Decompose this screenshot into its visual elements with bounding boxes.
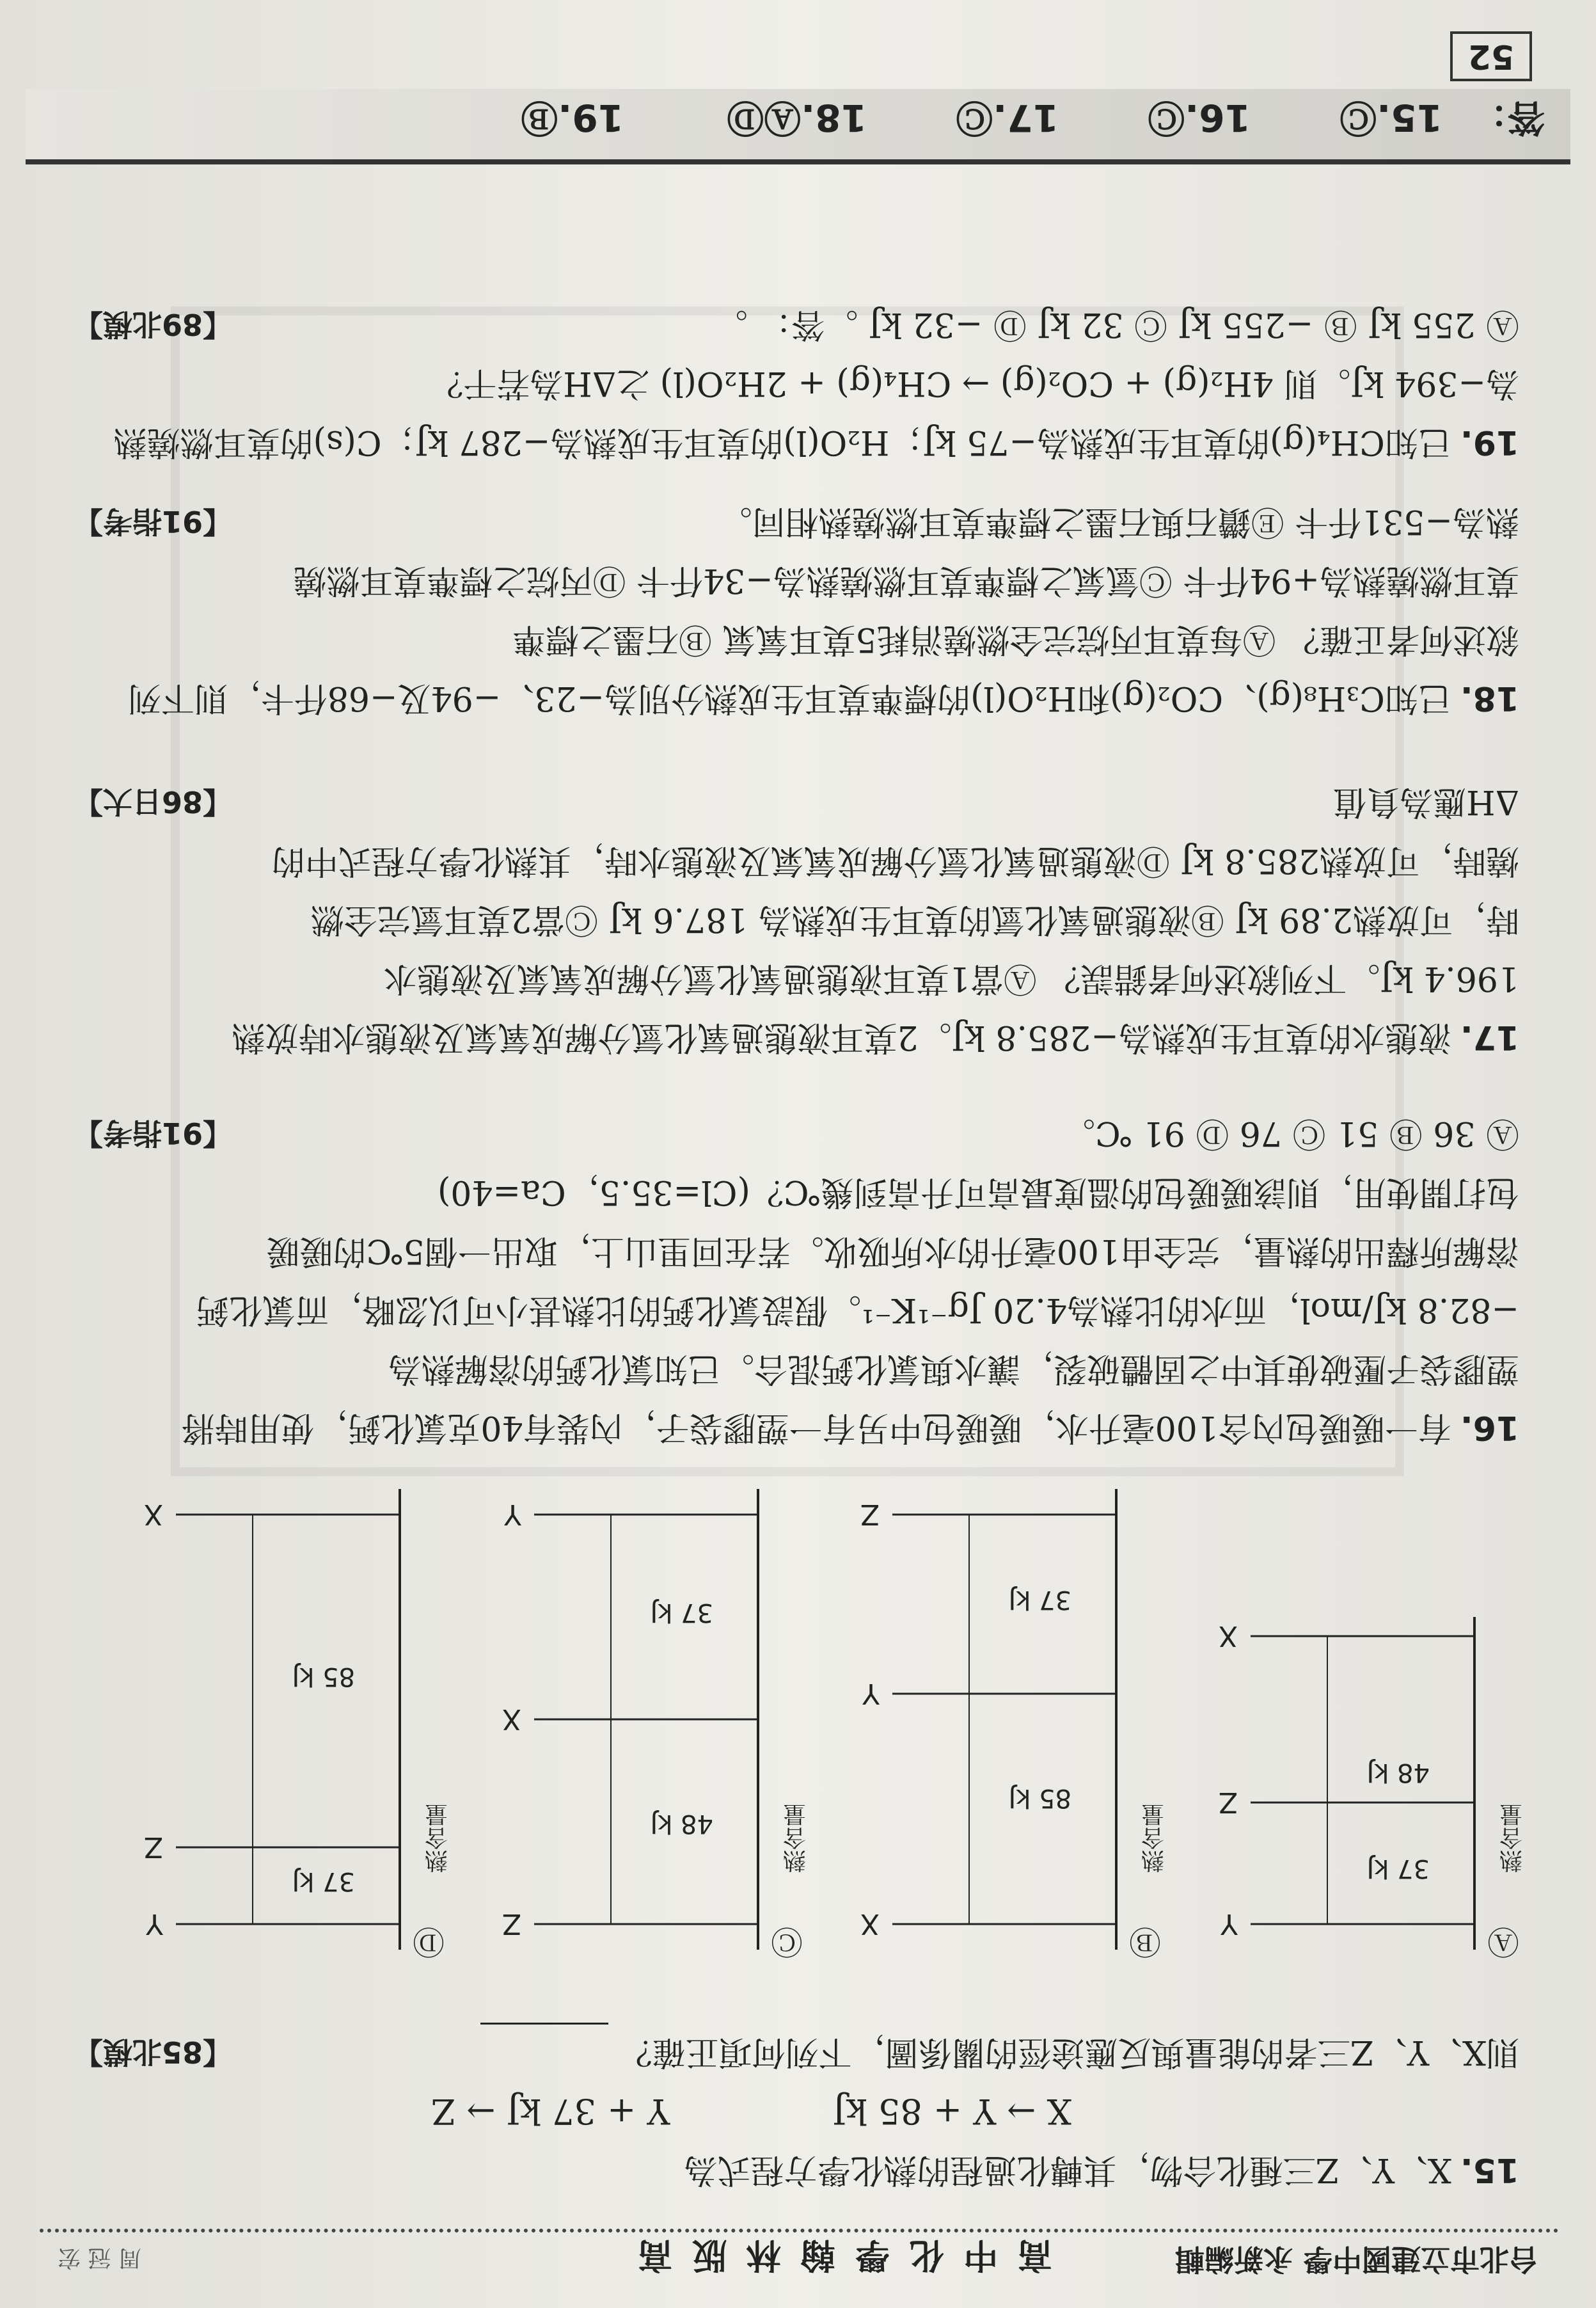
- q15-source: 【85北模】: [74, 2035, 233, 2069]
- q17-line-2: 196.4 kJ。下列敘述何者錯誤？ Ⓐ當1莫耳液態過氧化氫分解成氧氣及液態水: [383, 959, 1519, 998]
- diagram-a-e1: 48 kJ: [1366, 1758, 1430, 1787]
- header-right: 周 冠 宏: [58, 2245, 141, 2271]
- answer-19: 19.Ⓑ: [521, 96, 624, 139]
- q19-line-1: 已知CH₄(g)的莫耳生成熱為−75 kJ；H₂O(l)的莫耳生成熱為−287 kJ；C(s)的莫耳燃燒熱: [113, 423, 1451, 461]
- question-19: [74, 295, 1519, 472]
- header-center: 高 中 化 學 翰 林 版 高: [634, 2235, 1052, 2275]
- question-17: [74, 772, 1519, 1067]
- diagram-b: [860, 1489, 1168, 1960]
- diagram-d-label: Ⓓ: [413, 1923, 445, 1960]
- answer-16: 16.Ⓒ: [1148, 96, 1251, 139]
- diagram-c-e1: 37 kJ: [650, 1598, 713, 1627]
- diagram-b-axis: 熱含量: [1141, 1804, 1168, 1873]
- diagram-a-label: Ⓐ: [1487, 1923, 1519, 1960]
- diagram-a-bot: Y: [1221, 1907, 1238, 1940]
- answer-17: 17.Ⓒ: [956, 96, 1059, 139]
- q18-line-1: 已知C₃H₈(g)、CO₂(g)和H₂O(l)的標準莫耳生成熱分別為−23、−94及−68仟卡，則下列: [127, 679, 1451, 717]
- diagram-d-axis: 熱含量: [425, 1804, 452, 1873]
- q18-line-2: 敘述何者正確？ Ⓐ每莫耳丙烷完全燃燒消耗5莫耳氧氣 Ⓑ石墨之標準: [512, 620, 1519, 658]
- diagram-d: [144, 1489, 452, 1960]
- diagram-a-axis: 熱含量: [1499, 1804, 1526, 1873]
- q18-number: 18.: [1460, 679, 1519, 717]
- q16-line-4: 溶解所釋出的熱量，完全由100毫升的水所吸收。若在回里山上，取出一個5℃的暖暖: [266, 1232, 1519, 1270]
- diagram-c-axis: 熱含量: [783, 1804, 810, 1873]
- q16-number: 16.: [1460, 1408, 1519, 1447]
- diagram-c-top: Y: [504, 1498, 521, 1531]
- diagram-a: [1219, 1617, 1526, 1960]
- q17-line-4: 燒時，可放熱285.8 kJ Ⓓ液態過氧化氫分解成氧氣及液態水時，其熱化學方程式中的: [271, 841, 1519, 880]
- q17-line-1: 液態水的莫耳生成熱為−285.8 kJ。2莫耳液態過氧化氫分解成氧氣及液態水時放熱: [232, 1018, 1451, 1056]
- diagram-c-e2: 48 kJ: [650, 1809, 713, 1838]
- q17-source: 【86日大】: [74, 784, 233, 819]
- diagram-b-bot: X: [860, 1907, 880, 1940]
- answer-18: 18.ⒶⒹ: [727, 96, 867, 139]
- question-15: [74, 2023, 1519, 2199]
- q17-line-5: ΔH應為負值: [1333, 783, 1519, 821]
- q15-text: X、Y、Z三種化合物，其轉化過程的熱化學方程式為: [684, 2151, 1451, 2189]
- q16-line-2: 塑膠袋子壓破使其中之固體破裂，讓水與氯化鈣混合。已知氯化鈣的溶解熱為: [388, 1349, 1519, 1388]
- answer-15: 15.Ⓒ: [1339, 96, 1442, 139]
- page-header: [58, 2235, 1538, 2282]
- q15-number: 15.: [1460, 2151, 1519, 2189]
- diagram-c-mid: X: [502, 1703, 521, 1735]
- diagram-b-e1: 37 kJ: [1008, 1585, 1071, 1614]
- diagram-d-bot: Y: [146, 1907, 163, 1940]
- diagram-a-top: X: [1218, 1620, 1238, 1652]
- q16-options: Ⓐ 36 Ⓑ 51 Ⓒ 76 Ⓓ 91 ℃。: [1061, 1114, 1519, 1152]
- q19-options: Ⓐ 255 kJ Ⓑ −255 kJ Ⓒ 32 kJ Ⓓ −32 kJ 。答： 。: [714, 305, 1519, 344]
- q18-line-3: 莫耳燃燒熱為+94仟卡 Ⓒ氫氣之標準莫耳燃燒熱為−34仟卡 Ⓓ丙烷之標準莫耳燃燒: [293, 561, 1519, 600]
- diagram-d-mid: Z: [143, 1831, 163, 1863]
- q19-source: 【89北模】: [74, 307, 233, 342]
- q18-line-4: 熱為−531仟卡 Ⓔ鑽石與石墨之標準莫耳燃燒熱相同。: [718, 502, 1519, 541]
- question-16: [74, 1104, 1519, 1457]
- q15-ask: 則X、Y、Z三者的能量與反應途徑的關係圖，下列何項正確？: [619, 2033, 1519, 2071]
- q17-line-3: 時，可放熱2.89 kJ Ⓑ液態過氧化氫的莫耳生成熱為 187.6 kJ Ⓒ當2莫耳氫完全燃: [310, 900, 1519, 939]
- diagram-d-e1: 85 kJ: [292, 1662, 355, 1691]
- page-number: 52: [1450, 31, 1532, 81]
- q19-number: 19.: [1460, 423, 1519, 461]
- answer-bar: [26, 89, 1570, 164]
- diagram-c-bot: Z: [502, 1907, 521, 1940]
- answer-label: 答：: [1470, 96, 1545, 139]
- energy-diagrams: [74, 1476, 1526, 1975]
- diagram-b-mid: Y: [862, 1677, 880, 1710]
- q17-number: 17.: [1460, 1018, 1519, 1056]
- q15-eq2: Y + 37 kJ → Z: [431, 2091, 670, 2131]
- diagram-d-top: X: [143, 1498, 163, 1531]
- diagram-d-e2: 37 kJ: [292, 1866, 355, 1896]
- q16-source: 【91指考】: [74, 1116, 233, 1150]
- header-divider: [38, 2213, 1558, 2232]
- header-left: 台北市立建國中學 永新編輯: [1174, 2242, 1538, 2277]
- diagram-b-e2: 85 kJ: [1008, 1783, 1071, 1813]
- answer-blank: [480, 2023, 608, 2057]
- q16-line-1: 有一暖暖包內含100毫升水，暖暖包中另有一塑膠袋子，內裝有40克氯化鈣，使用時將: [181, 1408, 1451, 1447]
- q18-source: 【91指考】: [74, 504, 233, 539]
- diagram-c: [502, 1489, 810, 1960]
- q16-line-3: −82.8 kJ/mol，而水的比熱為4.20 Jg⁻¹K⁻¹。假設氯化鈣的比熱甚小可以忽略，而氯化鈣: [196, 1291, 1519, 1329]
- q15-eq1: X → Y + 85 kJ: [832, 2091, 1071, 2131]
- question-18: [74, 492, 1519, 728]
- diagram-a-mid: Z: [1218, 1786, 1238, 1819]
- diagram-c-label: Ⓒ: [771, 1923, 803, 1960]
- q16-line-5: 包打開使用，則該暖暖包的溫度最高可升高到幾℃？(Cl=35.5，Ca=40): [437, 1173, 1519, 1211]
- diagram-a-e2: 37 kJ: [1366, 1854, 1430, 1883]
- diagram-b-label: Ⓑ: [1129, 1923, 1161, 1960]
- diagram-b-top: Z: [860, 1498, 880, 1531]
- q19-line-2: 為−394 kJ。則 4H₂(g) + CO₂(g) → CH₄(g) + 2H₂O(l) 之ΔH為若干？: [430, 364, 1519, 402]
